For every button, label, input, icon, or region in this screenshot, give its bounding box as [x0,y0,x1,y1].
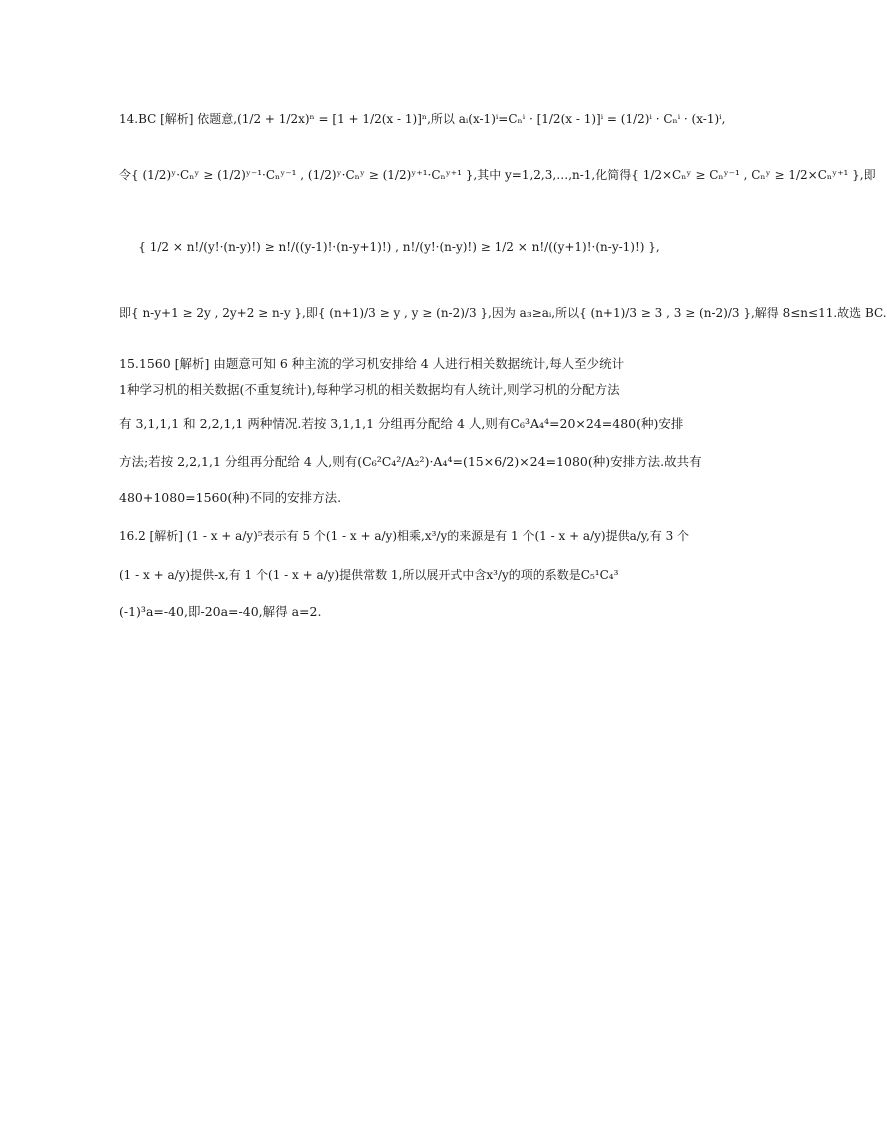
problem-14-line-1: 14.BC [解析] 依题意,(1/2 + 1/2x)ⁿ = [1 + 1/2(x - 1)]ⁿ,所以 aᵢ(x-1)ⁱ=Cₙⁱ · [1/2(x - 1)]ⁱ = (1/2)ⁱ · Cₙⁱ · (x-1)ⁱ, [119,112,726,126]
problem-14-line-4: 即{ n-y+1 ≥ 2y , 2y+2 ≥ n-y },即{ (n+1)/3 ≥ y , y ≥ (n-2)/3 },因为 a₃≥aᵢ,所以{ (n+1)/3 ≥ 3 , 3 ≥ (n-2)/3 },解得 8≤n≤11.故选 BC. [119,306,887,320]
problem-16-line-1: 16.2 [解析] (1 - x + a/y)⁵表示有 5 个(1 - x + a/y)相乘,x³/y的来源是有 1 个(1 - x + a/y)提供a/y,有 3 个 [119,529,690,543]
problem-15-line-5: 480+1080=1560(种)不同的安排方法. [119,490,342,505]
problem-15-line-3: 有 3,1,1,1 和 2,2,1,1 两种情况.若按 3,1,1,1 分组再分配给 4 人,则有C₆³A₄⁴=20×24=480(种)安排 [119,416,684,431]
problem-16-line-3: (-1)³a=-40,即-20a=-40,解得 a=2. [119,604,322,619]
problem-16-line-2: (1 - x + a/y)提供-x,有 1 个(1 - x + a/y)提供常数 1,所以展开式中含x³/y的项的系数是C₅¹C₄³ [119,568,619,582]
problem-14-line-3: { 1/2 × n!/(y!·(n-y)!) ≥ n!/((y-1)!·(n-y+1)!) , n!/(y!·(n-y)!) ≥ 1/2 × n!/((y+1)!·(n-y-1)!) }, [138,240,660,254]
problem-15-line-4: 方法;若按 2,2,1,1 分组再分配给 4 人,则有(C₆²C₄²/A₂²)·A₄⁴=(15×6/2)×24=1080(种)安排方法.故共有 [119,454,702,469]
problem-14-line-2: 令{ (1/2)ʸ·Cₙʸ ≥ (1/2)ʸ⁻¹·Cₙʸ⁻¹ , (1/2)ʸ·Cₙʸ ≥ (1/2)ʸ⁺¹·Cₙʸ⁺¹ },其中 y=1,2,3,…,n-1,化简得{ 1/2×Cₙʸ ≥ Cₙʸ⁻¹ , Cₙʸ ≥ 1/2×Cₙʸ⁺¹ },即 [119,168,876,182]
problem-15-line-1: 15.1560 [解析] 由题意可知 6 种主流的学习机安排给 4 人进行相关数据统计,每人至少统计 [119,356,625,371]
problem-15-line-2: 1种学习机的相关数据(不重复统计),每种学习机的相关数据均有人统计,则学习机的分配方法 [119,382,620,397]
